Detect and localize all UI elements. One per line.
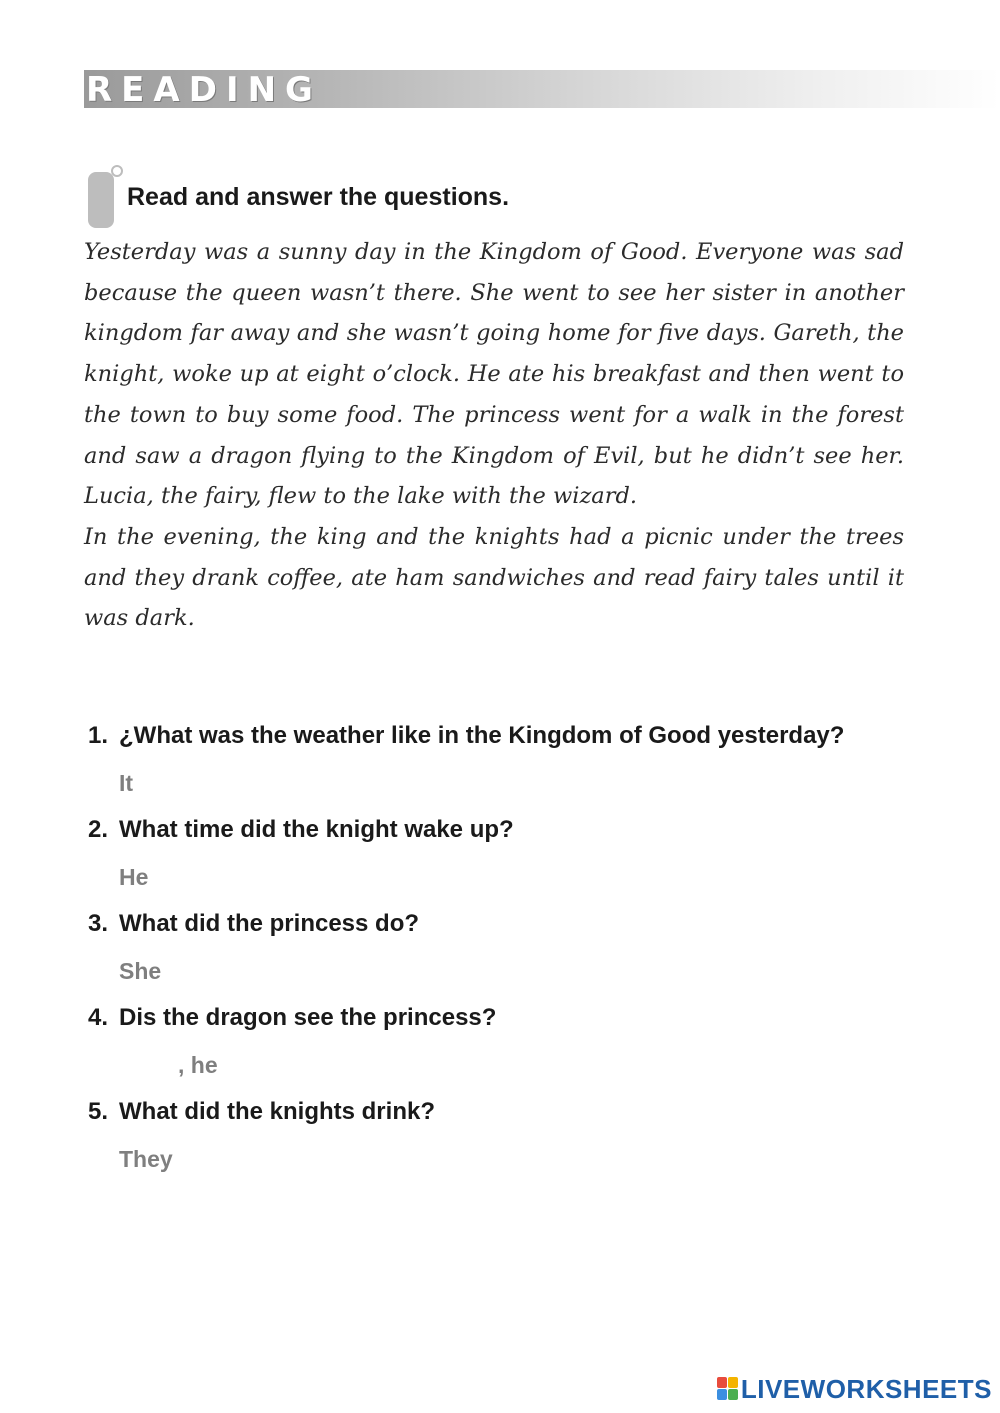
passage-paragraph-1: Yesterday was a sunny day in the Kingdom of Good. Everyone was sad because the queen wasn’t there. She went to see her sister in another kingdom far away and she wasn’t going home for five days. Gareth, the knight, woke up at eight o’clock. He ate his breakfast and then went to the town to buy some food. The princess went for a walk in the forest and saw a dragon flying to the Kingdom of Evil, but he didn’t see her. Lucia, the fairy, flew to the lake with the wizard. [84, 239, 904, 510]
question-text: What did the knights drink? [119, 1098, 435, 1125]
passage-paragraph-2: In the evening, the king and the knights had a picnic under the trees and they drank coffee, ate ham sandwiches and read fairy tales until it was dark. [84, 523, 904, 632]
liveworksheets-logo[interactable] [717, 1369, 992, 1409]
question-item [88, 722, 968, 816]
answer-field[interactable]: He [119, 864, 149, 890]
question-item [88, 1098, 968, 1192]
reading-passage [84, 232, 904, 639]
question-text: Dis the dragon see the princess? [119, 1004, 497, 1031]
question-text: ¿What was the weather like in the Kingdom of Good yesterday? [119, 722, 845, 749]
answer-field[interactable]: , he [178, 1052, 218, 1078]
question-text: What time did the knight wake up? [119, 816, 514, 843]
logo-text: LIVEWORKSHEETS [740, 1373, 992, 1404]
question-number: 4. [88, 1004, 109, 1031]
question-number: 3. [88, 910, 109, 937]
question-list [88, 722, 968, 1192]
answer-field[interactable]: They [119, 1146, 173, 1172]
answer-field[interactable]: It [119, 770, 134, 796]
question-item [88, 910, 968, 1004]
instruction-text: Read and answer the questions. [127, 183, 510, 211]
question-text: What did the princess do? [119, 910, 420, 937]
answer-field[interactable]: She [119, 958, 162, 984]
question-number: 2. [88, 816, 109, 843]
question-item [88, 816, 968, 910]
question-number: 1. [88, 722, 109, 749]
liveworksheets-logo-icon [717, 1377, 739, 1401]
instruction-marker-icon [88, 172, 114, 228]
instruction-dot-icon [111, 165, 123, 177]
section-title: READING [86, 70, 322, 110]
question-number: 5. [88, 1098, 109, 1125]
question-item [88, 1004, 968, 1098]
